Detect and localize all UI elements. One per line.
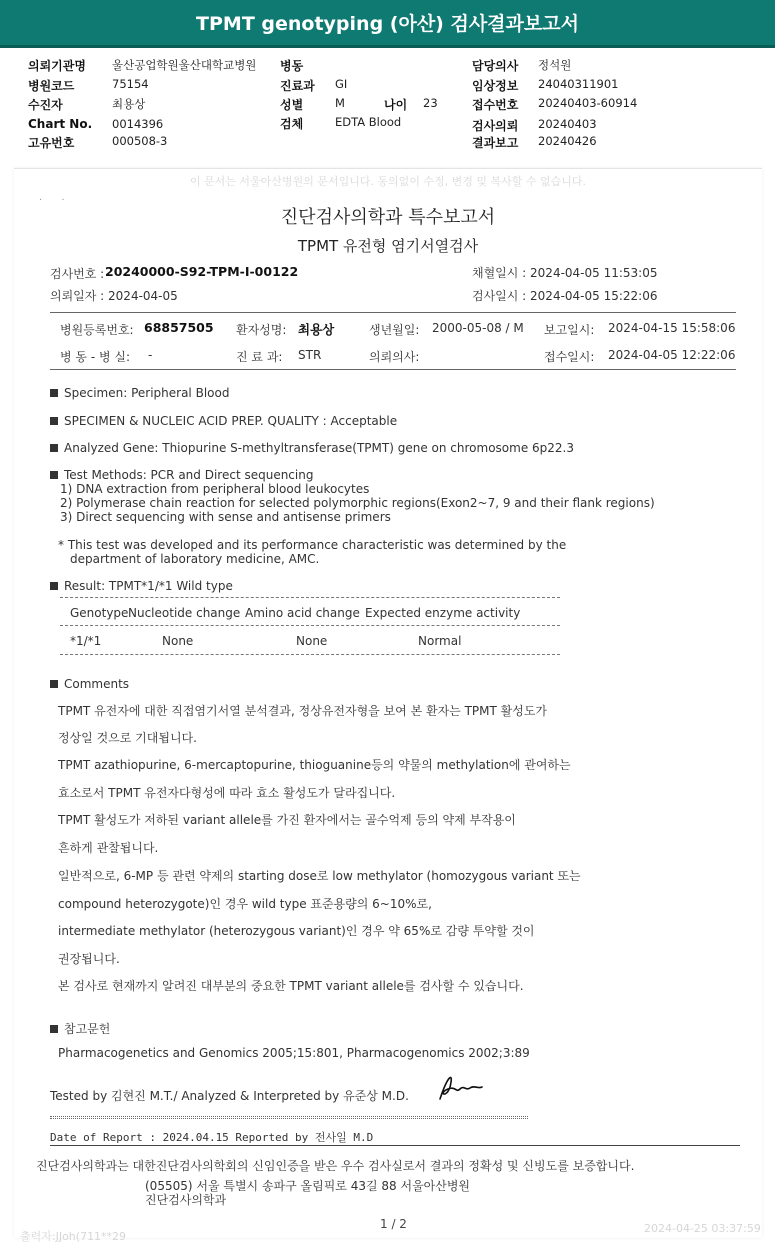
age-label: 나이 xyxy=(384,98,408,112)
double-rule xyxy=(50,1116,528,1119)
bullet-square-icon xyxy=(50,680,58,688)
receipt-no-label: 접수번호 xyxy=(472,98,519,112)
bullet-square-icon xyxy=(50,417,58,425)
specimen-text: Specimen: Peripheral Blood xyxy=(64,386,230,400)
comments-title xyxy=(50,677,129,691)
references-title-text: 참고문헌 xyxy=(64,1022,111,1036)
comment-line: TPMT 활성도가 저하된 variant allele를 가진 환자에서는 골수억제 등의 약제 부작용이 xyxy=(58,813,516,827)
address-dept: 진단검사의학과 xyxy=(145,1193,227,1207)
table-rule xyxy=(60,625,560,626)
doctor-label: 의뢰의사: xyxy=(369,350,420,364)
hospital-label: 의뢰기관명 xyxy=(28,59,86,73)
references-title xyxy=(50,1020,110,1037)
divider xyxy=(50,312,736,313)
table-header-activity: Expected enzyme activity xyxy=(365,606,521,620)
ward-room-value: - xyxy=(148,348,153,362)
dob-label: 생년월일: xyxy=(369,323,420,337)
bullet-square-icon xyxy=(50,444,58,452)
comment-line: 일반적으로, 6-MP 등 관련 약제의 starting dose로 low methylator (homozygous variant 또는 xyxy=(58,869,581,883)
scan-marks: · · xyxy=(39,195,73,206)
chart-no-label: Chart No. xyxy=(28,117,93,131)
chart-no-value: 0014396 xyxy=(112,117,164,131)
result-line xyxy=(50,579,233,593)
reg-no-label: 병원등록번호: xyxy=(60,323,134,337)
quality-line xyxy=(50,414,397,428)
clinical-info-value: 24040311901 xyxy=(538,77,619,91)
request-date: 의뢰일자 : 2024-04-05 xyxy=(50,289,178,303)
table-header-amino: Amino acid change xyxy=(245,606,360,620)
gene-line xyxy=(50,441,574,455)
comment-line: TPMT 유전자에 대한 직접염기서열 분석결과, 정상유전자형을 보여 본 환자는 TPMT 활성도가 xyxy=(58,704,547,718)
table-rule xyxy=(60,654,560,655)
result-text: Result: TPMT*1/*1 Wild type xyxy=(64,579,233,593)
table-header-nucleotide: Nucleotide change xyxy=(128,606,241,620)
specimen-line xyxy=(50,386,229,400)
quality-text: SPECIMEN & NUCLEIC ACID PREP. QUALITY : Acceptable xyxy=(64,414,398,428)
department-label: 진료과 xyxy=(280,79,315,93)
method-step: 3) Direct sequencing with sense and antisense primers xyxy=(60,510,391,524)
report-subtitle: TPMT 유전형 염기서열검사 xyxy=(297,237,479,255)
specimen-value: EDTA Blood xyxy=(335,115,402,129)
specimen-label: 검체 xyxy=(280,117,304,131)
result-report-value: 20240426 xyxy=(538,134,597,148)
page-number: 1 / 2 xyxy=(380,1217,407,1231)
collect-time: 채혈일시 : 2024-04-05 11:53:05 xyxy=(472,266,658,280)
result-report-label: 결과보고 xyxy=(472,136,519,150)
hospital-code-value: 75154 xyxy=(112,77,149,91)
patient-value: 최용상 xyxy=(112,97,146,111)
method-step: 1) DNA extraction from peripheral blood leukocytes xyxy=(60,482,370,496)
comment-line: 본 검사로 현재까지 알려진 대부분의 중요한 TPMT variant allele를 검사할 수 있습니다. xyxy=(58,979,524,993)
references-text: Pharmacogenetics and Genomics 2005;15:801, Pharmacogenomics 2002;3:89 xyxy=(58,1046,530,1060)
watermark-text: 이 문서는 서울아산병원의 문서입니다. 동의없이 수정, 변경 및 복사할 수 없습니다. xyxy=(189,175,587,188)
receipt-time-value: 2024-04-05 12:22:06 xyxy=(608,348,736,362)
special-report-page xyxy=(14,168,762,1238)
comments-title-text: Comments xyxy=(64,677,130,691)
certification-line: 진단검사의학과는 대한진단검사의학회의 신임인증을 받은 우수 검사실로서 결과의 정확성 및 신빙도를 보증합니다. xyxy=(36,1159,635,1173)
comment-line: TPMT azathiopurine, 6-mercaptopurine, thioguanine등의 약물의 methylation에 관여하는 xyxy=(58,758,571,772)
clinical-info-label: 임상정보 xyxy=(472,79,519,93)
address-line: (05505) 서울 특별시 송파구 올림픽로 43길 88 서울아산병원 xyxy=(145,1179,471,1193)
table-cell-nucleotide: None xyxy=(162,634,194,648)
banner-title: TPMT genotyping (아산) 검사결과보고서 xyxy=(196,13,579,35)
sex-value: M xyxy=(335,96,345,110)
bullet-square-icon xyxy=(50,471,58,479)
test-time: 검사일시 : 2024-04-05 15:22:06 xyxy=(472,289,658,303)
table-cell-amino: None xyxy=(296,634,328,648)
comment-line: 정상일 것으로 기대됩니다. xyxy=(58,731,197,745)
report-banner xyxy=(0,0,775,48)
hospital-code-label: 병원코드 xyxy=(28,79,75,93)
receipt-no-value: 20240403-60914 xyxy=(538,96,638,110)
method-step: 2) Polymerase chain reaction for selected polymorphic regions(Exon2~7, 9 and their flank regions) xyxy=(60,496,655,510)
comment-line: compound heterozygote)인 경우 wild type 표준용량의 6~10%로, xyxy=(58,897,432,911)
bullet-square-icon xyxy=(50,582,58,590)
dept-label: 진 료 과: xyxy=(236,350,283,364)
note-line: * This test was developed and its performance characteristic was determined by the xyxy=(58,538,567,552)
dob-value: 2000-05-08 / M xyxy=(432,321,524,335)
printed-by: 출력자:JJoh(711**29 xyxy=(20,1230,127,1243)
table-cell-genotype: *1/*1 xyxy=(70,634,102,648)
bullet-square-icon xyxy=(50,1025,58,1033)
sex-label: 성별 xyxy=(280,98,304,112)
patient-label: 수진자 xyxy=(28,98,63,112)
unique-no-value: 000508-3 xyxy=(112,134,168,148)
report-title: 진단검사의학과 특수보고서 xyxy=(280,207,496,228)
test-no-label: 검사번호 : xyxy=(50,267,105,281)
comment-line: 효소로서 TPMT 유전자다형성에 따라 효소 활성도가 달라집니다. xyxy=(58,786,396,800)
table-rule xyxy=(60,597,560,598)
unique-no-label: 고유번호 xyxy=(28,136,75,150)
dept-value: STR xyxy=(298,348,322,362)
request-value: 20240403 xyxy=(538,117,597,131)
report-time-label: 보고일시: xyxy=(544,323,595,337)
comment-line: 권장됩니다. xyxy=(58,952,120,966)
ward-room-label: 병 동 - 병 실: xyxy=(60,350,130,364)
comment-line: 흔하게 관찰됩니다. xyxy=(58,841,159,855)
divider xyxy=(50,1145,740,1146)
divider xyxy=(50,369,736,370)
age-value: 23 xyxy=(423,96,438,110)
methods-title: Test Methods: PCR and Direct sequencing xyxy=(64,468,314,482)
patient-name-label: 환자성명: xyxy=(236,323,287,337)
signature-icon xyxy=(426,1069,486,1103)
methods-line xyxy=(50,468,313,482)
reg-no-value: 68857505 xyxy=(144,320,214,335)
patient-name-value: 최용상 xyxy=(298,322,335,337)
ward-label: 병동 xyxy=(280,59,304,73)
department-value: GI xyxy=(335,77,348,91)
note-line: department of laboratory medicine, AMC. xyxy=(70,552,320,566)
hospital-value: 울산공업학원울산대학교병원 xyxy=(112,58,257,72)
request-label: 검사의뢰 xyxy=(472,119,519,133)
report-time-value: 2024-04-15 15:58:06 xyxy=(608,321,736,335)
tested-by: Tested by 김현진 M.T./ Analyzed & Interpreted by 유준상 M.D. xyxy=(50,1089,409,1103)
comment-line: intermediate methylator (heterozygous variant)인 경우 약 65%로 감량 투약할 것이 xyxy=(58,924,535,938)
attending-label: 담당의사 xyxy=(472,59,519,73)
date-of-report: Date of Report : 2024.04.15 Reported by 전사일 M.D xyxy=(50,1131,374,1144)
gene-text: Analyzed Gene: Thiopurine S-methyltransferase(TPMT) gene on chromosome 6p22.3 xyxy=(64,441,574,455)
test-no-value: 20240000-S92-TPM-I-00122 xyxy=(105,264,299,279)
table-header-genotype: Genotype xyxy=(70,606,129,620)
attending-value: 정석원 xyxy=(538,58,572,72)
bullet-square-icon xyxy=(50,389,58,397)
table-cell-activity: Normal xyxy=(418,634,462,648)
receipt-time-label: 접수일시: xyxy=(544,350,595,364)
print-timestamp: 2024-04-25 03:37:59 xyxy=(644,1222,761,1235)
